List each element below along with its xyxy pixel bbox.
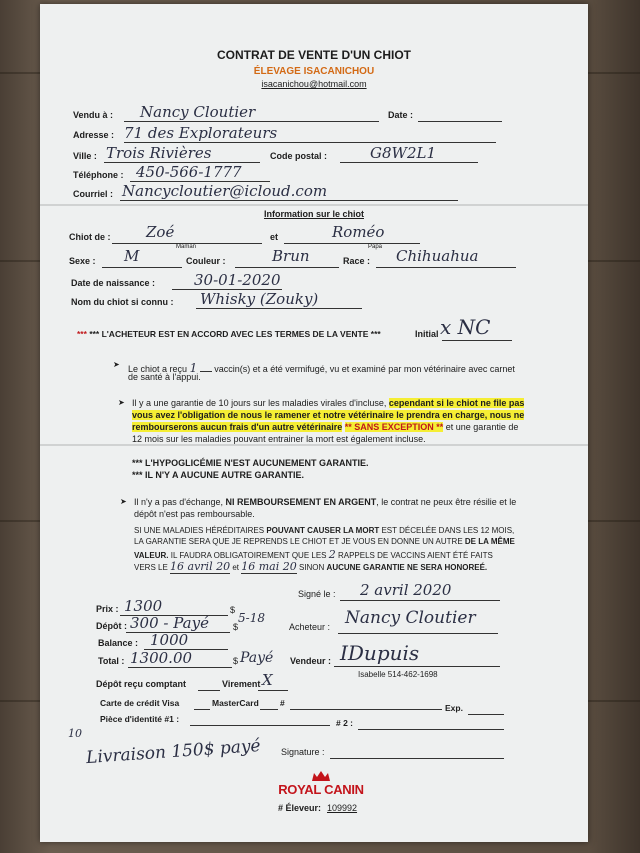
sex-value: M — [124, 247, 140, 265]
guarantee-line-3-rest: et une garantie de — [445, 422, 519, 432]
total-currency: $ — [233, 656, 239, 666]
hereditary-3b: IL FAUDRA OBLIGATOIREMENT QUE LES — [170, 551, 327, 560]
total-note: Payé — [240, 650, 274, 666]
initial-value: x NC — [440, 315, 491, 339]
price-value: 1300 — [124, 597, 163, 615]
transfer-mark: X — [262, 671, 273, 689]
buyer-sig-label: Acheteur : — [289, 622, 331, 632]
birth-value: 30-01-2020 — [194, 271, 281, 289]
hereditary-4c: SINON — [298, 563, 325, 572]
balance-value: 1000 — [150, 631, 189, 649]
no-exception: ** SANS EXCEPTION ** — [344, 422, 444, 432]
agree-terms: *** L'ACHETEUR EST EN ACCORD AVEC LES TERMES DE LA VENTE *** — [89, 329, 381, 339]
email-label: Courriel : — [73, 189, 114, 199]
deposit-note: 5-18 — [238, 611, 265, 625]
hereditary-1a: SI UNE MALADIES HÉRÉDITAIRES — [134, 526, 265, 535]
price-label: Prix : — [96, 604, 119, 614]
seller-sig-label: Vendeur : — [290, 656, 332, 666]
deposit-value: 300 - Payé — [130, 614, 209, 632]
signature-label: Signature : — [281, 747, 325, 757]
signed-date: 2 avril 2020 — [360, 581, 452, 599]
booster-date-1: 16 avril 20 — [170, 560, 231, 573]
exchange-text-2: dépôt n'est pas remboursable. — [134, 509, 255, 519]
puppy-name-label: Nom du chiot si connu : — [71, 297, 174, 307]
father-caption: Papa — [368, 244, 383, 250]
hereditary-1b: POUVANT CAUSER LA MORT — [266, 526, 380, 535]
total-label: Total : — [98, 656, 125, 666]
id2-label: # 2 : — [336, 718, 354, 728]
balance-label: Balance : — [98, 638, 139, 648]
hereditary-2b: DE LA MÊME — [464, 537, 515, 546]
mother-caption: Maman — [176, 244, 197, 250]
hereditary-4d: AUCUNE GARANTIE NE SERA HONOREÉ. — [326, 563, 488, 572]
deposit-label: Dépôt : — [96, 621, 127, 631]
transfer-label: Virement — [222, 679, 261, 689]
exp-label: Exp. — [445, 703, 463, 713]
breed-label: Race : — [343, 256, 371, 266]
phone-label: Téléphone : — [73, 170, 124, 180]
guarantee-line-1: Il y a une garantie de 10 jours sur les maladies virales d'incluse, — [132, 398, 387, 408]
hereditary-4b: et — [232, 563, 239, 572]
postal-value: G8W2L1 — [370, 144, 436, 162]
total-value: 1300.00 — [130, 649, 193, 667]
kennel-name: ÉLEVAGE ISACANICHOU — [253, 66, 375, 77]
city-value: Trois Rivières — [106, 144, 212, 162]
guarantee-line-4: 12 mois sur les maladies pouvant entrainer la mort est également incluse. — [132, 434, 426, 444]
father-value: Roméo — [332, 223, 385, 241]
sold-to-label: Vendu à : — [73, 110, 114, 120]
price-currency: $ — [230, 605, 236, 615]
color-label: Couleur : — [186, 256, 226, 266]
birth-label: Date de naissance : — [71, 278, 156, 288]
and-label: et — [270, 232, 279, 242]
card-label: Carte de crédit Visa — [100, 698, 180, 708]
crown-icon — [276, 770, 366, 782]
address-label: Adresse : — [73, 130, 115, 140]
vaccine-count: 1 — [189, 361, 198, 375]
phone-value: 450-566-1777 — [136, 163, 242, 181]
hereditary-4a: VERS LE — [134, 563, 168, 572]
email-value: Nancycloutier@icloud.com — [122, 182, 328, 200]
id-label: Pièce d'identité #1 : — [100, 714, 180, 724]
delivery-note: Livraison 150$ payé — [85, 735, 262, 769]
vaccine-text-1: Le chiot a reçu — [128, 364, 188, 374]
exchange-text-a: Il n'y a pas d'échange, — [134, 497, 223, 507]
sold-to-value: Nancy Cloutier — [140, 103, 256, 121]
sex-label: Sexe : — [69, 256, 96, 266]
hypoglycemia-note: *** L'HYPOGLICÉMIE N'EST AUCUNEMENT GARANTIE. — [132, 458, 369, 468]
bullet-arrow-icon: ➤ — [118, 398, 125, 407]
breeder-number: 109992 — [327, 803, 358, 813]
royal-canin-wordmark: ROYAL CANIN — [278, 782, 364, 797]
deposit-currency: $ — [233, 622, 239, 632]
guarantee-line-2: vous avez l'obligation de nous le ramener et notre vétérinaire le prendra en charge, nous ne — [132, 410, 525, 420]
puppy-label: Chiot de : — [69, 232, 111, 242]
postal-label: Code postal : — [270, 151, 328, 161]
bullet-arrow-icon: ➤ — [120, 497, 127, 506]
hereditary-3a: VALEUR. — [134, 551, 169, 560]
address-value: 71 des Explorateurs — [124, 124, 278, 142]
booster-count: 2 — [328, 548, 336, 561]
signed-label: Signé le : — [298, 589, 336, 599]
deposit-received-label: Dépôt reçu comptant — [96, 679, 187, 689]
contract-paper: CONTRAT DE VENTE D'UN CHIOT ÉLEVAGE ISACANICHOU isacanichou@hotmail.com Vendu à : Nancy Cloutier Date : Adresse : 71 des Explorateurs Ville : Trois Rivières Code postal : G8W2L1 Téléphone : 450-566-1777 Courriel : Nancycloutier@icloud.com Information sur le chiot Chiot de : Zoé et Roméo Maman Papa Sexe : M Couleur : Brun Race : Chihuahua Date de naissance : 30-01-2020 Nom du chiot si connu : Whisky (Zouky) *** *** L'ACHETEUR EST EN ACCORD AVEC LES TERMES DE LA VENTE *** Initial x NC ➤ Le chiot a reçu 1 vaccin(s) et a été vermifugé, vu et examiné par mon vétérinaire avec carnet de santé à l'appui. ➤ Il y a une garantie de 10 jours sur les maladies virales d'incluse, cependant si le chiot ne file pas vous avez l'obligation de nous le ramener et notre vétérinaire le prendra en charge, nous ne rembourserons aucun frais d'un autre vétérinaire ** SANS EXCEPTION ** et une garantie de 12 mois sur les maladies pouvant entrainer la mort est également incluse. *** L'HYPOGLICÉMIE N'EST AUCUNEMENT GARANTIE. *** IL N'Y A AUCUNE AUTRE GARANTIE. ➤ Il n'y a pas d'échange, NI REMBOURSEMENT EN ARGENT, le contrat ne peux être résilie et le dépôt n'est pas remboursable. SI UNE MALADIES HÉRÉDITAIRES POUVANT CAUSER LA MORT EST DÉCELÉE DANS LES 12 MOIS, LA GARANTIE SERA QUE JE REPRENDS LE CHIOT ET JE VOUS EN DONNE UN AUTRE DE LA MÊME VALEUR. IL FAUDRA OBLIGATOIREMENT QUE LES 2 RAPPELS DE VACCINS AIENT ÉTÉ FAITS VERS LE 16 avril 20 et 16 mai 20 SINON AUCUNE GARANTIE NE SERA HONOREÉ. Signé le : 2 avril 2020 Prix : 1300 $ Dépôt : 300 - Payé $ 5-18 Acheteur : Nancy Cloutier Balance : 1000 Total : 1300.00 $ Payé Vendeur : IDupuis Isabelle 514-462-1698 Dépôt reçu comptant Virement X Carte de crédit Visa MasterCard # Exp. Pièce d'identité #1 : # 2 : 10 Livraison 150$ payé Signature : ROYAL CANIN # Éleveur: 109992 — [40, 4, 588, 842]
card-number-label: # — [280, 698, 285, 708]
royal-canin-logo — [276, 770, 366, 800]
kennel-email: isacanichou@hotmail.com — [261, 79, 367, 89]
puppy-name-value: Whisky (Zouky) — [200, 290, 319, 308]
no-other-guarantee: *** IL N'Y A AUCUNE AUTRE GARANTIE. — [132, 470, 304, 480]
exchange-text-b: NI REMBOURSEMENT EN ARGENT — [225, 497, 377, 507]
color-value: Brun — [272, 247, 310, 265]
city-label: Ville : — [73, 151, 97, 161]
bullet-arrow-icon: ➤ — [113, 360, 120, 369]
puppy-section-title: Information sur le chiot — [263, 209, 364, 219]
delivery-mark: 10 — [68, 727, 82, 740]
mastercard-label: MasterCard — [212, 698, 259, 708]
contract-title: CONTRAT DE VENTE D'UN CHIOT — [217, 48, 411, 62]
vaccine-text-3: de santé à l'appui. — [128, 372, 201, 382]
hereditary-2a: LA GARANTIE SERA QUE JE REPRENDS LE CHIOT ET JE VOUS EN DONNE UN AUTRE — [134, 537, 463, 546]
guarantee-line-3: rembourserons aucun frais d'un autre vétérinaire — [132, 422, 343, 432]
buyer-signature: Nancy Cloutier — [345, 608, 476, 628]
hereditary-3c: RAPPELS DE VACCINS AIENT ÉTÉ FAITS — [337, 551, 493, 560]
guarantee-line-1-highlight: cependant si le chiot ne file pas — [388, 398, 525, 408]
breeder-label: # Éleveur: — [278, 803, 322, 813]
booster-date-2: 16 mai 20 — [241, 560, 297, 573]
seller-contact: Isabelle 514-462-1698 — [358, 670, 438, 679]
seller-signature: IDupuis — [340, 641, 420, 665]
date-label: Date : — [388, 110, 414, 120]
initial-label: Initial — [415, 329, 439, 339]
breed-value: Chihuahua — [396, 247, 479, 265]
exchange-text-c: , le contrat ne peux être résilie et le — [376, 497, 517, 507]
mother-value: Zoé — [146, 223, 175, 241]
hereditary-1c: EST DÉCELÉE DANS LES 12 MOIS, — [381, 526, 515, 535]
vaccine-text-2: vaccin(s) et a été vermifugé, vu et examiné par mon vétérinaire avec carnet — [214, 364, 515, 374]
